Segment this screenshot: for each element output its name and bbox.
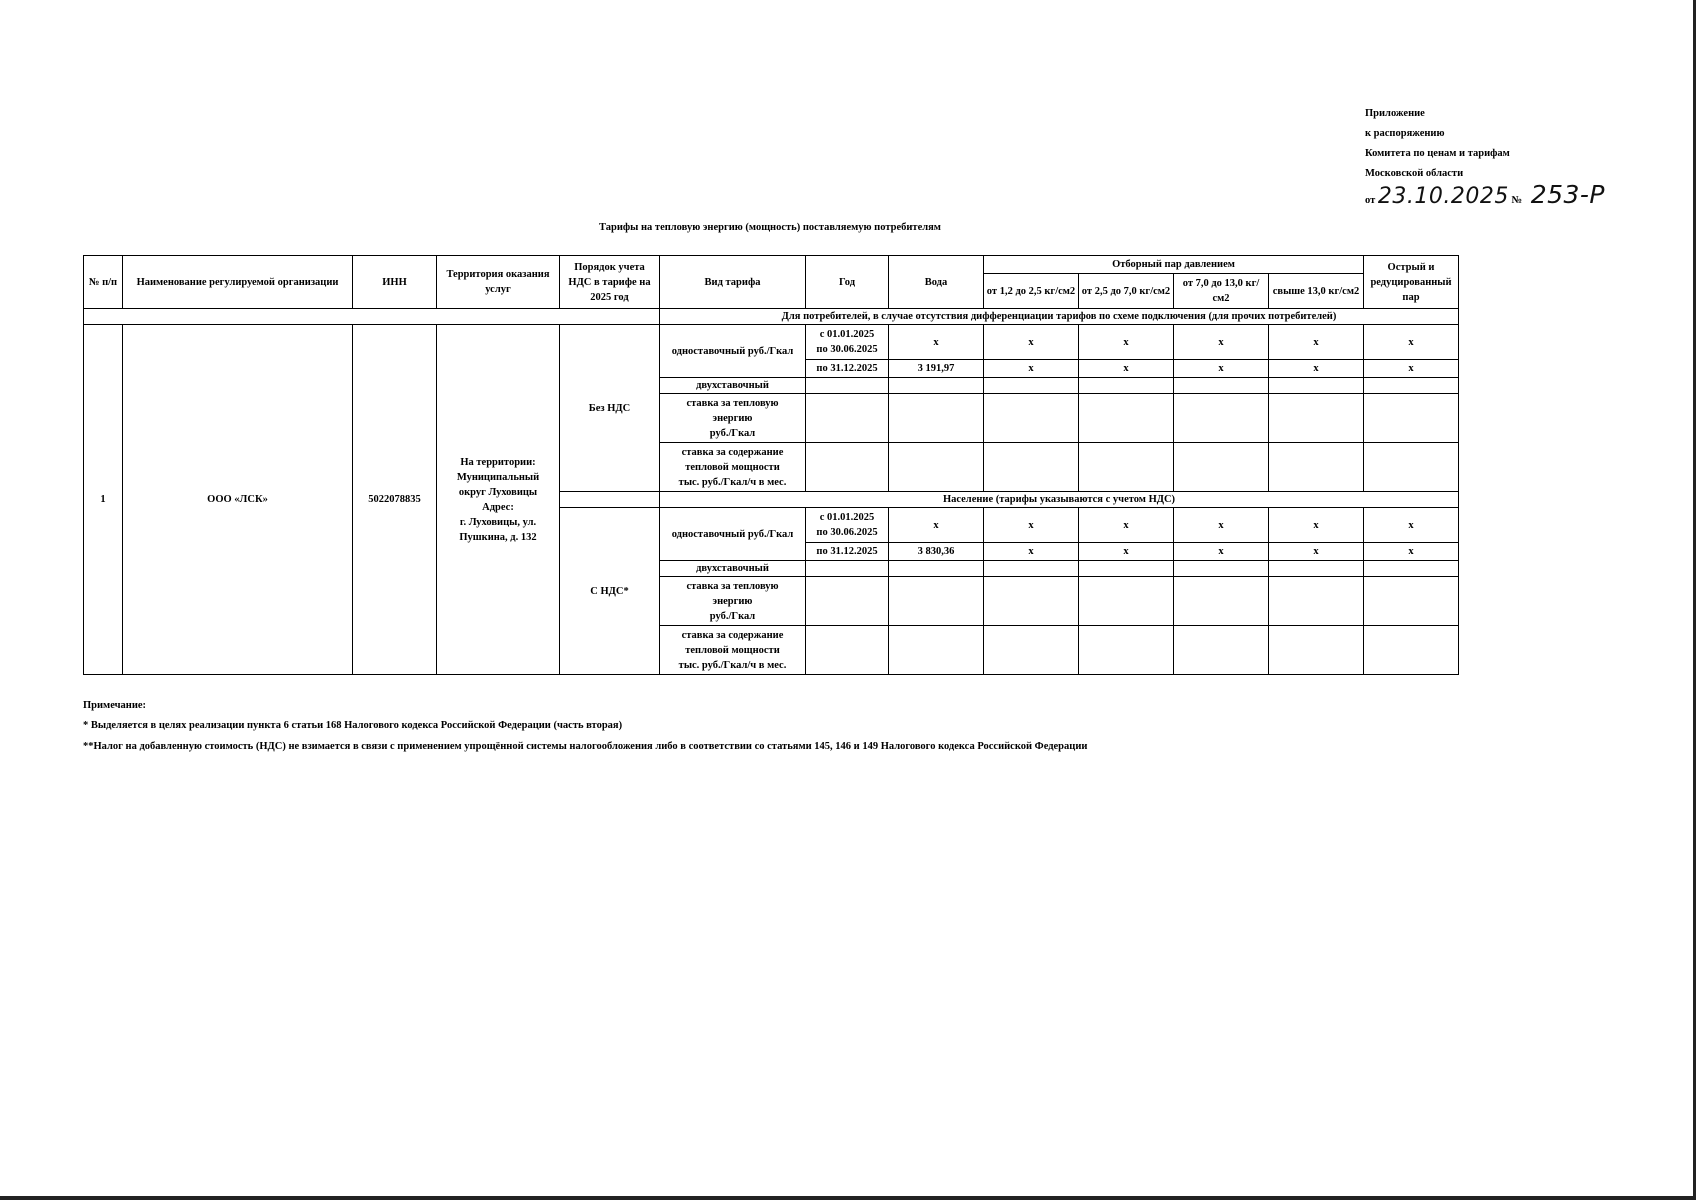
cell-value: х — [1364, 325, 1459, 360]
table-row — [84, 325, 1459, 360]
cell-value: х — [1174, 543, 1269, 561]
cell-num: 1 — [84, 325, 123, 675]
note-no-vat: **Налог на добавленную стоимость (НДС) не взимается в связи с применением упрощённой системы налогообложения либо в соответствии со статьями 145, 146 и 149 Налогового кодекса Российской Федерации — [83, 741, 1088, 752]
cell-energy-rate: ставка за тепловую энергию руб./Гкал — [660, 394, 806, 443]
empty-cell — [1079, 577, 1174, 626]
section-row-other — [84, 309, 1459, 325]
cell-capacity-rate: ставка за содержание тепловой мощности тыс. руб./Гкал/ч в мес. — [660, 443, 806, 492]
empty-cell — [1364, 561, 1459, 577]
handwritten-number: 253-Р — [1530, 180, 1606, 209]
header-pressure-1: от 1,2 до 2,5 кг/см2 — [984, 274, 1079, 309]
header-pressure-4: свыше 13,0 кг/см2 — [1269, 274, 1364, 309]
cell-value: х — [1079, 543, 1174, 561]
empty-cell — [1079, 561, 1174, 577]
empty-cell — [1269, 443, 1364, 492]
header-inn: ИНН — [353, 256, 437, 309]
cell-value: х — [1269, 325, 1364, 360]
cell-value: х — [1079, 508, 1174, 543]
cell-value: х — [1174, 508, 1269, 543]
cell-period-second: по 31.12.2025 — [806, 543, 889, 561]
header-water: Вода — [889, 256, 984, 309]
empty-cell — [1269, 394, 1364, 443]
cell-value: х — [889, 508, 984, 543]
cell-value: х — [984, 508, 1079, 543]
header-steam-group: Отборный пар давлением — [984, 256, 1364, 274]
empty-cell — [1079, 378, 1174, 394]
header-pressure-3: от 7,0 до 13,0 кг/см2 — [1174, 274, 1269, 309]
empty-cell — [889, 394, 984, 443]
empty-cell — [1079, 443, 1174, 492]
cell-two-rate: двухставочный — [660, 561, 806, 577]
scan-edge-bottom — [0, 1196, 1696, 1200]
appendix-line: Московской области — [1365, 168, 1464, 179]
empty-cell — [1364, 394, 1459, 443]
empty-cell — [889, 443, 984, 492]
cell-value: х — [1269, 360, 1364, 378]
empty-cell — [1269, 626, 1364, 675]
cell-two-rate: двухставочный — [660, 378, 806, 394]
territory-line: Пушкина, д. 132 — [459, 531, 537, 543]
empty-cell — [560, 492, 660, 508]
empty-cell — [984, 394, 1079, 443]
appendix-block — [1365, 104, 1605, 212]
cell-water-value: 3 191,97 — [889, 360, 984, 378]
cell-water-value: 3 830,36 — [889, 543, 984, 561]
empty-cell — [984, 626, 1079, 675]
cell-value: х — [1079, 360, 1174, 378]
empty-cell — [1269, 561, 1364, 577]
empty-cell — [1174, 561, 1269, 577]
cell-single-rate: одноставочный руб./Гкал — [660, 508, 806, 561]
header-num: № п/п — [84, 256, 123, 309]
cell-period-second: по 31.12.2025 — [806, 360, 889, 378]
handwritten-date: 23.10.2025 — [1377, 184, 1509, 209]
cell-value: х — [984, 325, 1079, 360]
cell-value: х — [984, 360, 1079, 378]
cell-value: х — [1269, 508, 1364, 543]
appendix-date-number — [1365, 180, 1606, 212]
cell-vat-without: Без НДС — [560, 325, 660, 492]
document-title: Тарифы на тепловую энергию (мощность) поставляемую потребителям — [599, 222, 941, 233]
cell-period-first: с 01.01.2025 по 30.06.2025 — [806, 325, 889, 360]
appendix-line: к распоряжению — [1365, 128, 1445, 139]
empty-cell — [1079, 394, 1174, 443]
cell-value: х — [1364, 508, 1459, 543]
cell-value: х — [1079, 325, 1174, 360]
empty-cell — [1174, 577, 1269, 626]
empty-cell — [806, 378, 889, 394]
cell-value: х — [1174, 325, 1269, 360]
territory-line: Муниципальный — [456, 471, 540, 483]
header-vat-order: Порядок учета НДС в тарифе на 2025 год — [560, 256, 660, 309]
empty-cell — [984, 443, 1079, 492]
tariff-table — [83, 255, 1459, 675]
empty-cell — [806, 577, 889, 626]
cell-value: х — [1364, 360, 1459, 378]
cell-value: х — [1269, 543, 1364, 561]
empty-cell — [984, 378, 1079, 394]
cell-single-rate: одноставочный руб./Гкал — [660, 325, 806, 378]
empty-cell — [1364, 577, 1459, 626]
empty-cell — [1174, 443, 1269, 492]
note-vat: * Выделяется в целях реализации пункта 6 статьи 168 Налогового кодекса Российской Федерации (часть вторая) — [83, 720, 623, 731]
territory-line: г. Луховицы, ул. — [459, 516, 537, 528]
from-label: от — [1365, 195, 1376, 206]
empty-cell — [1174, 378, 1269, 394]
empty-cell — [889, 561, 984, 577]
cell-energy-rate: ставка за тепловую энергию руб./Гкал — [660, 577, 806, 626]
number-label: № — [1511, 195, 1523, 206]
empty-cell — [1174, 394, 1269, 443]
appendix-line: Комитета по ценам и тарифам — [1365, 148, 1510, 159]
cell-capacity-rate: ставка за содержание тепловой мощности тыс. руб./Гкал/ч в мес. — [660, 626, 806, 675]
section-population: Население (тарифы указываются с учетом НДС) — [660, 492, 1459, 508]
empty-cell — [1269, 378, 1364, 394]
cell-territory — [437, 325, 560, 675]
header-sharp-steam: Острый и редуцированный пар — [1364, 256, 1459, 309]
empty-cell — [889, 626, 984, 675]
empty-cell — [889, 378, 984, 394]
empty-cell — [1364, 443, 1459, 492]
cell-org-name: ООО «ЛСК» — [123, 325, 353, 675]
cell-inn: 5022078835 — [353, 325, 437, 675]
cell-value: х — [984, 543, 1079, 561]
empty-cell — [1364, 626, 1459, 675]
empty-cell — [806, 443, 889, 492]
notes-title: Примечание: — [83, 700, 147, 711]
empty-cell — [1364, 378, 1459, 394]
cell-vat-with: С НДС* — [560, 508, 660, 675]
empty-cell — [806, 561, 889, 577]
header-org-name: Наименование регулируемой организации — [123, 256, 353, 309]
cell-value: х — [1364, 543, 1459, 561]
empty-cell — [1079, 626, 1174, 675]
cell-value: х — [1174, 360, 1269, 378]
territory-line: округ Луховицы — [458, 486, 538, 498]
empty-cell — [1174, 626, 1269, 675]
territory-line: На территории: — [460, 456, 536, 468]
table-header-row — [84, 256, 1459, 274]
empty-cell — [84, 309, 660, 325]
empty-cell — [806, 394, 889, 443]
empty-cell — [984, 561, 1079, 577]
header-territory: Территория оказания услуг — [437, 256, 560, 309]
section-other-consumers: Для потребителей, в случае отсутствия дифференциации тарифов по схеме подключения (для прочих потребителей) — [660, 309, 1459, 325]
header-tariff-type: Вид тарифа — [660, 256, 806, 309]
appendix-line: Приложение — [1365, 108, 1425, 119]
empty-cell — [889, 577, 984, 626]
cell-period-first: с 01.01.2025 по 30.06.2025 — [806, 508, 889, 543]
empty-cell — [984, 577, 1079, 626]
header-year: Год — [806, 256, 889, 309]
cell-value: х — [889, 325, 984, 360]
header-pressure-2: от 2,5 до 7,0 кг/см2 — [1079, 274, 1174, 309]
territory-line: Адрес: — [482, 501, 514, 513]
empty-cell — [806, 626, 889, 675]
empty-cell — [1269, 577, 1364, 626]
notes-block — [83, 700, 1087, 752]
